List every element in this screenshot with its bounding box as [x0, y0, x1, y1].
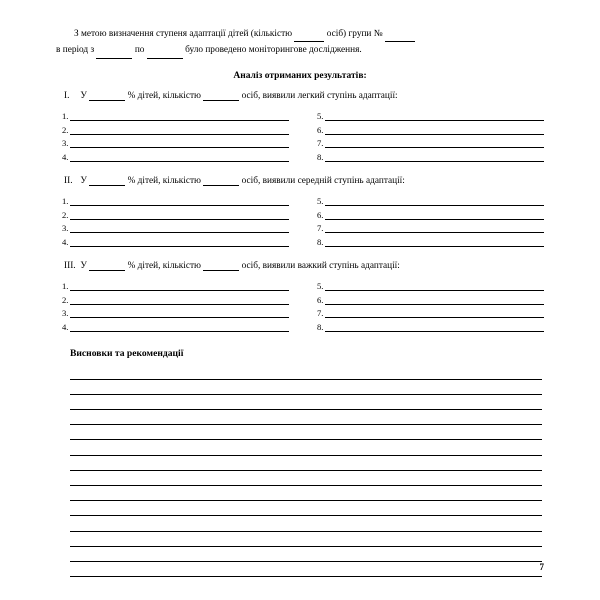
list-item[interactable] — [56, 233, 289, 247]
item-writeline[interactable] — [70, 210, 289, 220]
intro-blank-date-from[interactable] — [96, 49, 132, 59]
item-writeline[interactable] — [325, 196, 544, 206]
conclusion-writeline[interactable] — [70, 440, 542, 455]
item-writeline[interactable] — [70, 223, 289, 233]
list-item[interactable] — [56, 318, 289, 332]
group-3-mid1: % дітей, кількістю — [127, 260, 201, 271]
list-item[interactable] — [311, 206, 544, 220]
item-writeline[interactable] — [325, 125, 544, 135]
item-number: 3. — [62, 308, 69, 319]
conclusion-writeline[interactable] — [70, 532, 542, 547]
list-item[interactable] — [56, 206, 289, 220]
intro-line1-text-a: З метою визначення ступеня адаптації дітей (кількістю — [74, 29, 293, 39]
item-number: 4. — [62, 151, 69, 162]
list-item[interactable] — [56, 305, 289, 319]
list-item[interactable] — [311, 220, 544, 234]
group-3-rows — [56, 278, 544, 332]
group-2-mid1: % дітей, кількістю — [127, 175, 201, 186]
adaptation-group-1 — [56, 91, 544, 162]
list-item[interactable] — [311, 278, 544, 292]
item-writeline[interactable] — [325, 281, 544, 291]
item-number: 5. — [317, 281, 324, 292]
group-3-left-column — [56, 278, 289, 332]
conclusion-writeline[interactable] — [70, 471, 542, 486]
item-number: 8. — [317, 236, 324, 247]
group-3-heading — [56, 261, 544, 271]
item-number: 4. — [62, 236, 69, 247]
item-writeline[interactable] — [325, 152, 544, 162]
intro-blank-date-to[interactable] — [147, 49, 183, 59]
conclusion-writeline[interactable] — [70, 456, 542, 471]
item-writeline[interactable] — [70, 152, 289, 162]
group-3-roman: III. — [64, 260, 76, 271]
conclusion-writeline[interactable] — [70, 395, 542, 410]
conclusion-writeline[interactable] — [70, 516, 542, 531]
conclusion-writeline[interactable] — [70, 365, 542, 380]
item-writeline[interactable] — [325, 210, 544, 220]
group-1-heading — [56, 91, 544, 101]
item-writeline[interactable] — [325, 138, 544, 148]
item-writeline[interactable] — [70, 237, 289, 247]
item-writeline[interactable] — [325, 223, 544, 233]
group-1-roman: I. — [64, 90, 70, 101]
section-title: Аналіз отриманих результатів: — [233, 70, 367, 81]
group-3-blank-count[interactable] — [203, 261, 239, 271]
list-item[interactable] — [56, 108, 289, 122]
item-number: 3. — [62, 223, 69, 234]
group-2-heading — [56, 176, 544, 186]
list-item[interactable] — [311, 121, 544, 135]
group-1-left-column — [56, 108, 289, 162]
item-number: 1. — [62, 111, 69, 122]
intro-paragraph — [56, 26, 544, 59]
list-item[interactable] — [311, 318, 544, 332]
item-number: 5. — [317, 196, 324, 207]
item-number: 4. — [62, 321, 69, 332]
item-writeline[interactable] — [70, 308, 289, 318]
conclusion-writeline[interactable] — [70, 425, 542, 440]
group-1-blank-count[interactable] — [203, 91, 239, 101]
intro-line2-text-b: по — [134, 45, 145, 56]
list-item[interactable] — [56, 193, 289, 207]
item-number: 2. — [62, 124, 69, 135]
item-number: 6. — [317, 209, 324, 220]
item-number: 6. — [317, 124, 324, 135]
group-2-left-column — [56, 193, 289, 247]
conclusion-writeline[interactable] — [70, 547, 542, 562]
conclusion-writeline[interactable] — [70, 410, 542, 425]
item-writeline[interactable] — [325, 237, 544, 247]
group-1-prefix: У — [80, 90, 87, 101]
item-number: 2. — [62, 209, 69, 220]
list-item[interactable] — [56, 121, 289, 135]
group-1-mid2: осіб, виявили легкий ступінь адаптації: — [241, 90, 398, 101]
conclusion-writeline[interactable] — [70, 486, 542, 501]
item-writeline[interactable] — [70, 196, 289, 206]
list-item[interactable] — [56, 291, 289, 305]
item-number: 3. — [62, 138, 69, 149]
intro-blank-group-number[interactable] — [385, 32, 415, 42]
item-number: 5. — [317, 111, 324, 122]
item-number: 7. — [317, 308, 324, 319]
group-2-right-column — [311, 193, 544, 247]
list-item[interactable] — [311, 291, 544, 305]
intro-line2-text-c: було проведено моніторингове дослідження. — [185, 45, 362, 56]
intro-line2-text-a: в період з — [56, 45, 95, 56]
item-writeline[interactable] — [70, 125, 289, 135]
conclusion-writeline[interactable] — [70, 501, 542, 516]
list-item[interactable] — [311, 305, 544, 319]
group-3-right-column — [311, 278, 544, 332]
list-item[interactable] — [311, 233, 544, 247]
item-writeline[interactable] — [325, 308, 544, 318]
list-item[interactable] — [56, 220, 289, 234]
item-writeline[interactable] — [70, 111, 289, 121]
item-number: 6. — [317, 294, 324, 305]
item-number: 7. — [317, 223, 324, 234]
item-number: 8. — [317, 151, 324, 162]
conclusions-title: Висновки та рекомендації — [70, 347, 184, 359]
item-writeline[interactable] — [70, 138, 289, 148]
list-item[interactable] — [311, 108, 544, 122]
group-2-mid2: осіб, виявили середній ступінь адаптації: — [241, 175, 405, 186]
group-3-prefix: У — [80, 260, 87, 271]
item-number: 2. — [62, 294, 69, 305]
page-number: 7 — [539, 562, 544, 572]
item-writeline[interactable] — [70, 322, 289, 332]
group-2-rows — [56, 193, 544, 247]
item-writeline[interactable] — [70, 295, 289, 305]
group-1-blank-percent[interactable] — [89, 91, 125, 101]
group-1-mid1: % дітей, кількістю — [127, 90, 201, 101]
list-item[interactable] — [311, 148, 544, 162]
list-item[interactable] — [56, 148, 289, 162]
intro-blank-count[interactable] — [294, 32, 324, 42]
group-2-blank-percent[interactable] — [89, 176, 125, 186]
conclusions-writing-area[interactable] — [56, 365, 544, 578]
group-2-prefix: У — [80, 175, 87, 186]
item-number: 1. — [62, 281, 69, 292]
group-2-blank-count[interactable] — [203, 176, 239, 186]
list-item[interactable] — [56, 278, 289, 292]
group-2-roman: II. — [64, 175, 73, 186]
conclusion-writeline[interactable] — [70, 380, 542, 395]
list-item[interactable] — [311, 193, 544, 207]
item-writeline[interactable] — [325, 295, 544, 305]
adaptation-group-3 — [56, 261, 544, 332]
item-writeline[interactable] — [325, 111, 544, 121]
group-1-right-column — [311, 108, 544, 162]
adaptation-group-2 — [56, 176, 544, 247]
conclusion-writeline[interactable] — [70, 562, 542, 577]
list-item[interactable] — [56, 135, 289, 149]
list-item[interactable] — [311, 135, 544, 149]
group-1-rows — [56, 108, 544, 162]
group-3-blank-percent[interactable] — [89, 261, 125, 271]
item-writeline[interactable] — [325, 322, 544, 332]
item-number: 7. — [317, 138, 324, 149]
item-number: 8. — [317, 321, 324, 332]
item-number: 1. — [62, 196, 69, 207]
group-3-mid2: осіб, виявили важкий ступінь адаптації: — [241, 260, 400, 271]
item-writeline[interactable] — [70, 281, 289, 291]
intro-line1-text-b: осіб) групи № — [326, 29, 383, 39]
